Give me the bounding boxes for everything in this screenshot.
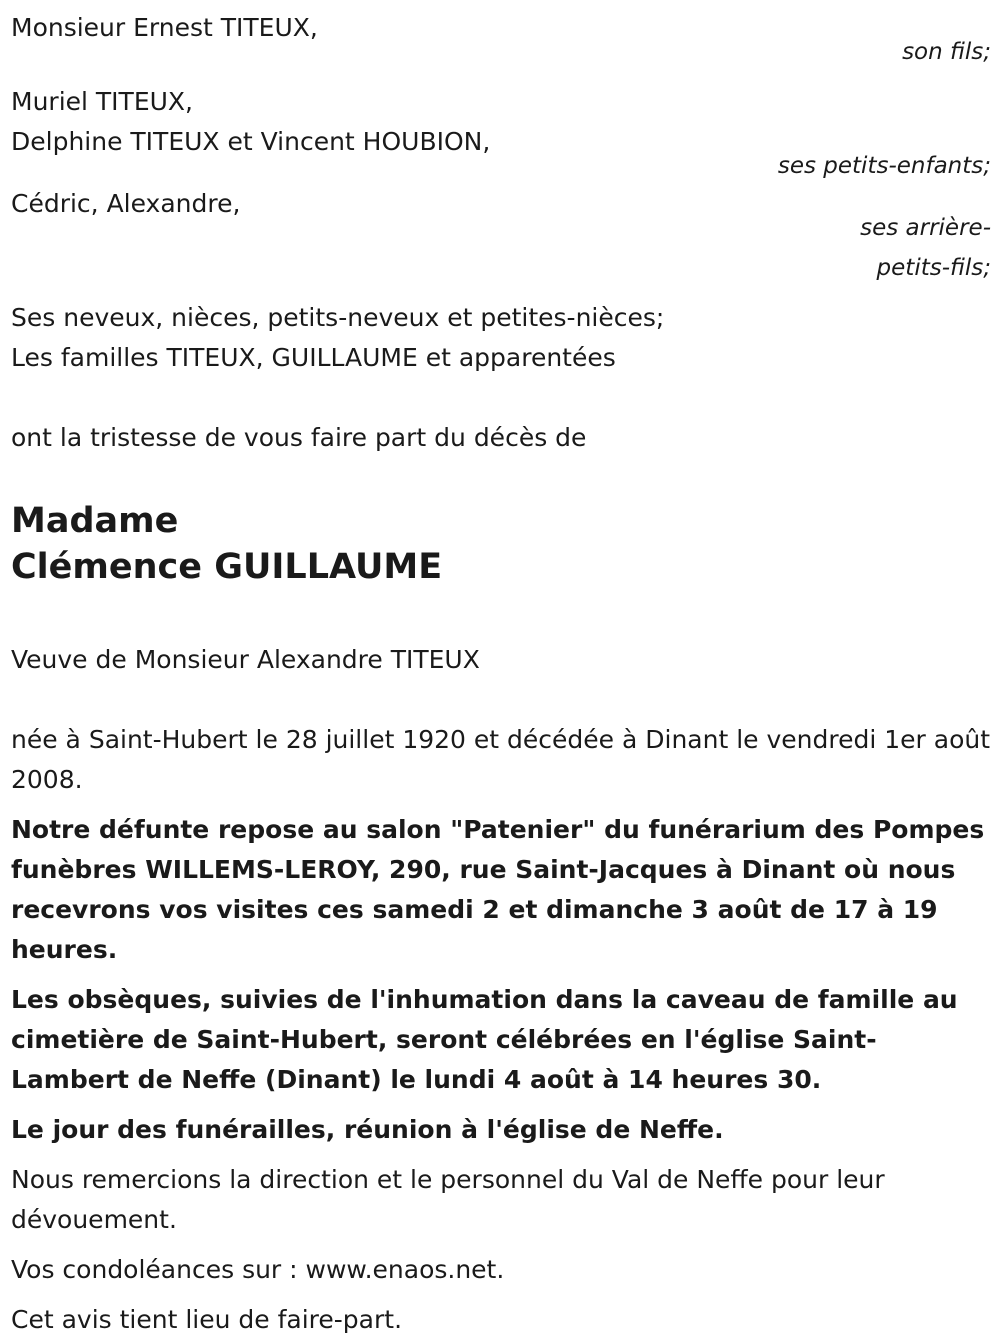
extended-family-2: Les familles TITEUX, GUILLAUME et apparentées: [11, 343, 616, 372]
son-name: Monsieur Ernest TITEUX,: [11, 13, 318, 42]
funeral-info: Les obsèques, suivies de l'inhumation dans la caveau de famille au cimetière de Saint-Hubert, seront célébrées en l'église Saint-Lambert de Neffe (Dinant) le lundi 4 août à 14 heures 30.: [11, 985, 958, 1094]
extended-family-1: Ses neveux, nièces, petits-neveux et petites-nièces;: [11, 303, 665, 332]
notice-text: Cet avis tient lieu de faire-part.: [11, 1305, 403, 1334]
son-label: son fils;: [902, 39, 991, 65]
widow-of: Veuve de Monsieur Alexandre TITEUX: [11, 645, 480, 674]
condolences-text: Vos condoléances sur : www.enaos.net.: [11, 1255, 505, 1284]
great-grandchildren: Cédric, Alexandre,: [11, 189, 241, 218]
deceased-name: Clémence GUILLAUME: [11, 547, 443, 587]
great-grandchildren-label-2: petits-fils;: [876, 255, 991, 281]
deceased-title: Madame: [11, 501, 179, 541]
grandchildren-label: ses petits-enfants;: [777, 153, 991, 179]
great-grandchildren-label-1: ses arrière-: [860, 215, 991, 241]
obituary-notice: [11, 8, 991, 1340]
visitation-info: Notre défunte repose au salon "Patenier" du funérarium des Pompes funèbres WILLEMS-LEROY, 290, rue Saint-Jacques à Dinant où nous recevrons vos visites ces samedi 2 et dimanche 3 août de 17 à 19 heures.: [11, 815, 985, 964]
announcement-text: ont la tristesse de vous faire part du décès de: [11, 423, 587, 452]
grandchild-2: Delphine TITEUX et Vincent HOUBION,: [11, 127, 491, 156]
meeting-info: Le jour des funérailles, réunion à l'église de Neffe.: [11, 1115, 724, 1144]
thanks-text: Nous remercions la direction et le personnel du Val de Neffe pour leur dévouement.: [11, 1165, 885, 1234]
birth-death-dates: née à Saint-Hubert le 28 juillet 1920 et décédée à Dinant le vendredi 1er août 2008.: [11, 725, 991, 794]
grandchild-1: Muriel TITEUX,: [11, 87, 193, 116]
